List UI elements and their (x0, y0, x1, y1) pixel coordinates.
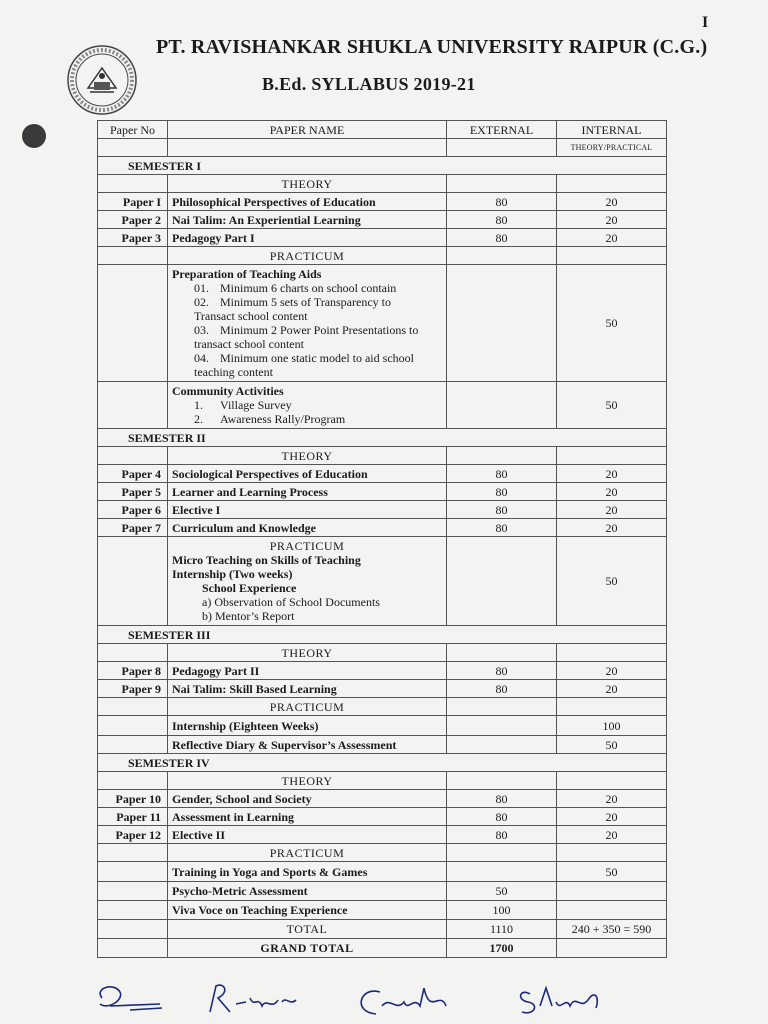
total-external: 1110 (447, 920, 557, 939)
semester-row (98, 157, 667, 175)
table-row (98, 808, 667, 826)
external-marks: 80 (447, 680, 557, 698)
external-marks: 80 (447, 519, 557, 537)
table-row (98, 790, 667, 808)
semester-1-title: SEMESTER I (98, 157, 667, 175)
grand-total-label: GRAND TOTAL (168, 939, 447, 958)
total-row (98, 920, 667, 939)
header-external: EXTERNAL (447, 121, 557, 139)
theory-label: THEORY (168, 644, 447, 662)
external-marks: 80 (447, 790, 557, 808)
university-seal-icon (66, 44, 138, 116)
paper-name: Reflective Diary & Supervisor’s Assessment (168, 736, 447, 754)
external-marks: 80 (447, 465, 557, 483)
section-row (98, 447, 667, 465)
internal-marks: 50 (557, 537, 667, 626)
external-marks: 80 (447, 826, 557, 844)
external-marks: 80 (447, 501, 557, 519)
table-row (98, 716, 667, 736)
signature-3-icon (361, 988, 446, 1014)
table-row (98, 826, 667, 844)
internal-marks: 20 (557, 483, 667, 501)
semester-row (98, 429, 667, 447)
paper-no: Paper 8 (98, 662, 168, 680)
table-row (98, 736, 667, 754)
semester-row (98, 754, 667, 772)
semester-2-title: SEMESTER II (98, 429, 667, 447)
internal-marks: 50 (557, 265, 667, 382)
list-item: Village Survey (220, 398, 292, 412)
paper-name: Elective II (168, 826, 447, 844)
paper-name: Curriculum and Knowledge (168, 519, 447, 537)
paper-no: Paper 2 (98, 211, 168, 229)
external-marks: 50 (447, 882, 557, 901)
list-item: Minimum 2 Power Point Presentations to (220, 323, 419, 337)
semester-row (98, 626, 667, 644)
paper-name: Psycho-Metric Assessment (168, 882, 447, 901)
semester-3-title: SEMESTER III (98, 626, 667, 644)
paper-name: Viva Voce on Teaching Experience (168, 901, 447, 920)
section-row (98, 175, 667, 193)
paper-name: Learner and Learning Process (168, 483, 447, 501)
practicum-label: PRACTICUM (168, 698, 447, 716)
paper-name: Pedagogy Part I (168, 229, 447, 247)
internal-marks: 100 (557, 716, 667, 736)
signature-1-icon (100, 987, 162, 1010)
theory-label: THEORY (168, 175, 447, 193)
external-marks: 100 (447, 901, 557, 920)
header-internal: INTERNAL (557, 121, 667, 139)
table-row (98, 229, 667, 247)
paper-no: Paper 3 (98, 229, 168, 247)
table-row (98, 465, 667, 483)
semester-4-title: SEMESTER IV (98, 754, 667, 772)
paper-no: Paper I (98, 193, 168, 211)
list-item: a) Observation of School Documents (202, 595, 380, 609)
syllabus-subtitle: B.Ed. SYLLABUS 2019-21 (262, 74, 476, 94)
punch-hole (22, 124, 46, 148)
paper-name: Training in Yoga and Sports & Games (168, 862, 447, 882)
paper-name: Elective I (168, 501, 447, 519)
list-item: Minimum 6 charts on school contain (220, 281, 397, 295)
table-row (98, 680, 667, 698)
internal-marks: 50 (557, 736, 667, 754)
paper-name: Nai Talim: An Experiential Learning (168, 211, 447, 229)
external-marks: 80 (447, 229, 557, 247)
list-number: 2. (194, 412, 203, 426)
table-row (98, 901, 667, 920)
internal-marks: 20 (557, 662, 667, 680)
syllabus-table (97, 120, 667, 958)
list-item: b) Mentor’s Report (202, 609, 295, 623)
paper-no: Paper 5 (98, 483, 168, 501)
internal-marks: 20 (557, 211, 667, 229)
signature-2-icon (210, 985, 296, 1012)
header-paper-name: PAPER NAME (168, 121, 447, 139)
community-activities-block (168, 382, 447, 429)
paper-name: Internship (Eighteen Weeks) (168, 716, 447, 736)
paper-no: Paper 9 (98, 680, 168, 698)
list-item: Awareness Rally/Program (220, 412, 346, 426)
header-paper-no: Paper No (98, 121, 168, 139)
theory-label: THEORY (168, 772, 447, 790)
community-title: Community Activities (172, 384, 284, 398)
header-internal-sub: THEORY/PRACTICAL (557, 139, 667, 157)
external-marks: 80 (447, 808, 557, 826)
micro-teaching: Micro Teaching on Skills of Teaching (172, 553, 361, 567)
teaching-aids-title: Preparation of Teaching Aids (172, 267, 322, 281)
internal-marks: 20 (557, 680, 667, 698)
list-item-cont: Transact school content (194, 309, 308, 323)
external-marks: 80 (447, 193, 557, 211)
table-row (98, 537, 667, 626)
internal-marks: 20 (557, 519, 667, 537)
total-label: TOTAL (168, 920, 447, 939)
list-number: 03. (194, 323, 209, 337)
paper-no: Paper 12 (98, 826, 168, 844)
internal-marks: 50 (557, 862, 667, 882)
paper-no: Paper 6 (98, 501, 168, 519)
paper-no: Paper 10 (98, 790, 168, 808)
signature-4-icon (521, 988, 598, 1013)
table-row (98, 382, 667, 429)
section-row (98, 698, 667, 716)
internal-marks: 20 (557, 501, 667, 519)
external-marks: 80 (447, 211, 557, 229)
paper-no: Paper 11 (98, 808, 168, 826)
paper-name: Gender, School and Society (168, 790, 447, 808)
table-row (98, 882, 667, 901)
paper-no: Paper 4 (98, 465, 168, 483)
teaching-aids-block (168, 265, 447, 382)
table-row (98, 483, 667, 501)
external-marks: 80 (447, 483, 557, 501)
list-number: 1. (194, 398, 203, 412)
table-row (98, 862, 667, 882)
practicum-label: PRACTICUM (168, 247, 447, 265)
paper-name: Philosophical Perspectives of Education (168, 193, 447, 211)
internship-two-weeks: Internship (Two weeks) (172, 567, 293, 581)
table-row (98, 265, 667, 382)
practicum-label: PRACTICUM (269, 539, 345, 553)
theory-label: THEORY (168, 447, 447, 465)
practicum-label: PRACTICUM (168, 844, 447, 862)
paper-name: Pedagogy Part II (168, 662, 447, 680)
paper-name: Sociological Perspectives of Education (168, 465, 447, 483)
internal-marks: 20 (557, 790, 667, 808)
school-experience: School Experience (202, 581, 297, 595)
list-item: Minimum 5 sets of Transparency to (220, 295, 391, 309)
section-row (98, 644, 667, 662)
grand-total-row (98, 939, 667, 958)
list-item-cont: teaching content (194, 365, 273, 379)
grand-total-external: 1700 (447, 939, 557, 958)
table-subheader-row (98, 139, 667, 157)
list-number: 04. (194, 351, 209, 365)
list-item: Minimum one static model to aid school (220, 351, 414, 365)
list-number: 02. (194, 295, 209, 309)
internal-marks: 20 (557, 808, 667, 826)
list-item-cont: transact school content (194, 337, 304, 351)
sem2-practicum-block (168, 537, 447, 626)
total-internal: 240 + 350 = 590 (557, 920, 667, 939)
internal-marks: 20 (557, 826, 667, 844)
section-row (98, 772, 667, 790)
section-row (98, 247, 667, 265)
table-row (98, 662, 667, 680)
external-marks: 80 (447, 662, 557, 680)
table-header-row (98, 121, 667, 139)
internal-marks: 20 (557, 229, 667, 247)
table-row (98, 519, 667, 537)
page-mark: I (702, 14, 709, 31)
university-title: PT. RAVISHANKAR SHUKLA UNIVERSITY RAIPUR (C.G.) (156, 36, 708, 58)
internal-marks: 50 (557, 382, 667, 429)
section-row (98, 844, 667, 862)
internal-marks: 20 (557, 193, 667, 211)
table-row (98, 501, 667, 519)
paper-name: Assessment in Learning (168, 808, 447, 826)
signatures (90, 976, 650, 1024)
paper-no: Paper 7 (98, 519, 168, 537)
paper-name: Nai Talim: Skill Based Learning (168, 680, 447, 698)
list-number: 01. (194, 281, 209, 295)
internal-marks: 20 (557, 465, 667, 483)
table-row (98, 211, 667, 229)
table-row (98, 193, 667, 211)
